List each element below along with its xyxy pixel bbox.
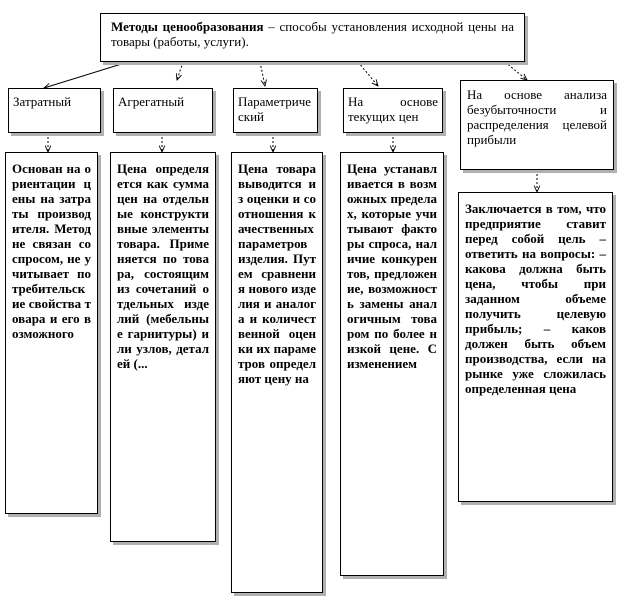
description-text: Цена определяется как сумма цен на отдельные конструктивные элементы товара. Применяется по товара, состоящим из сочетаний отдельных изделий (мебельные гарнитуры) или узлов, деталей (... <box>117 161 209 371</box>
description-box-current-prices <box>340 152 444 576</box>
description-box-zatratny <box>5 152 98 514</box>
description-text: Заключается в том, что предприятие ставит перед собой цель – ответить на вопросы: – какова должна быть цена, чтобы при заданном объеме получить целевую прибыль; – каков должен быть объем производства, если на рынке уже сложилась определенная цена <box>465 201 606 396</box>
arrow-to-parametric <box>260 62 265 86</box>
category-label: Параметрический <box>238 94 312 124</box>
category-box-parametric <box>233 88 318 133</box>
category-label: На основе анализа безубыточности и распределения целевой прибыли <box>467 87 607 147</box>
root-title: Методы ценообразования <box>111 19 264 34</box>
category-label: На основе текущих цен <box>348 94 438 124</box>
category-box-current-prices <box>343 88 443 133</box>
category-box-zatratny <box>8 88 101 133</box>
category-label: Агрегатный <box>118 94 185 109</box>
category-box-breakeven <box>460 80 614 170</box>
description-box-agregatny <box>110 152 216 542</box>
description-text: Цена устанавливается в возможных пределах, которые учитывают факторы спроса, наличие конкурентов, предложение, возможность замены аналогичным товаром по более низкой цене. С изменением <box>347 161 437 371</box>
root-box <box>100 13 525 62</box>
description-text: Цена товара выводится из оценки и соотношения качественных параметров изделия. Путем сравнения нового изделия и аналога и количественной оценки их параметров определяют цену на <box>238 161 316 386</box>
description-text: Основан на ориентации цены на затраты производителя. Метод не связан со спросом, не учитывает потребительские свойства товара и его возможного <box>12 161 91 341</box>
arrow-to-current-prices <box>358 62 378 86</box>
root-text: – способы установления исходной цены на товары (работы, услуги). <box>111 19 515 49</box>
arrow-to-breakeven <box>505 62 527 80</box>
description-box-breakeven <box>458 192 613 502</box>
arrow-to-zatratny <box>44 62 128 88</box>
category-label: Затратный <box>13 94 72 109</box>
arrow-to-agregatny <box>177 62 183 80</box>
category-box-agregatny <box>113 88 213 133</box>
description-box-parametric <box>231 152 323 593</box>
